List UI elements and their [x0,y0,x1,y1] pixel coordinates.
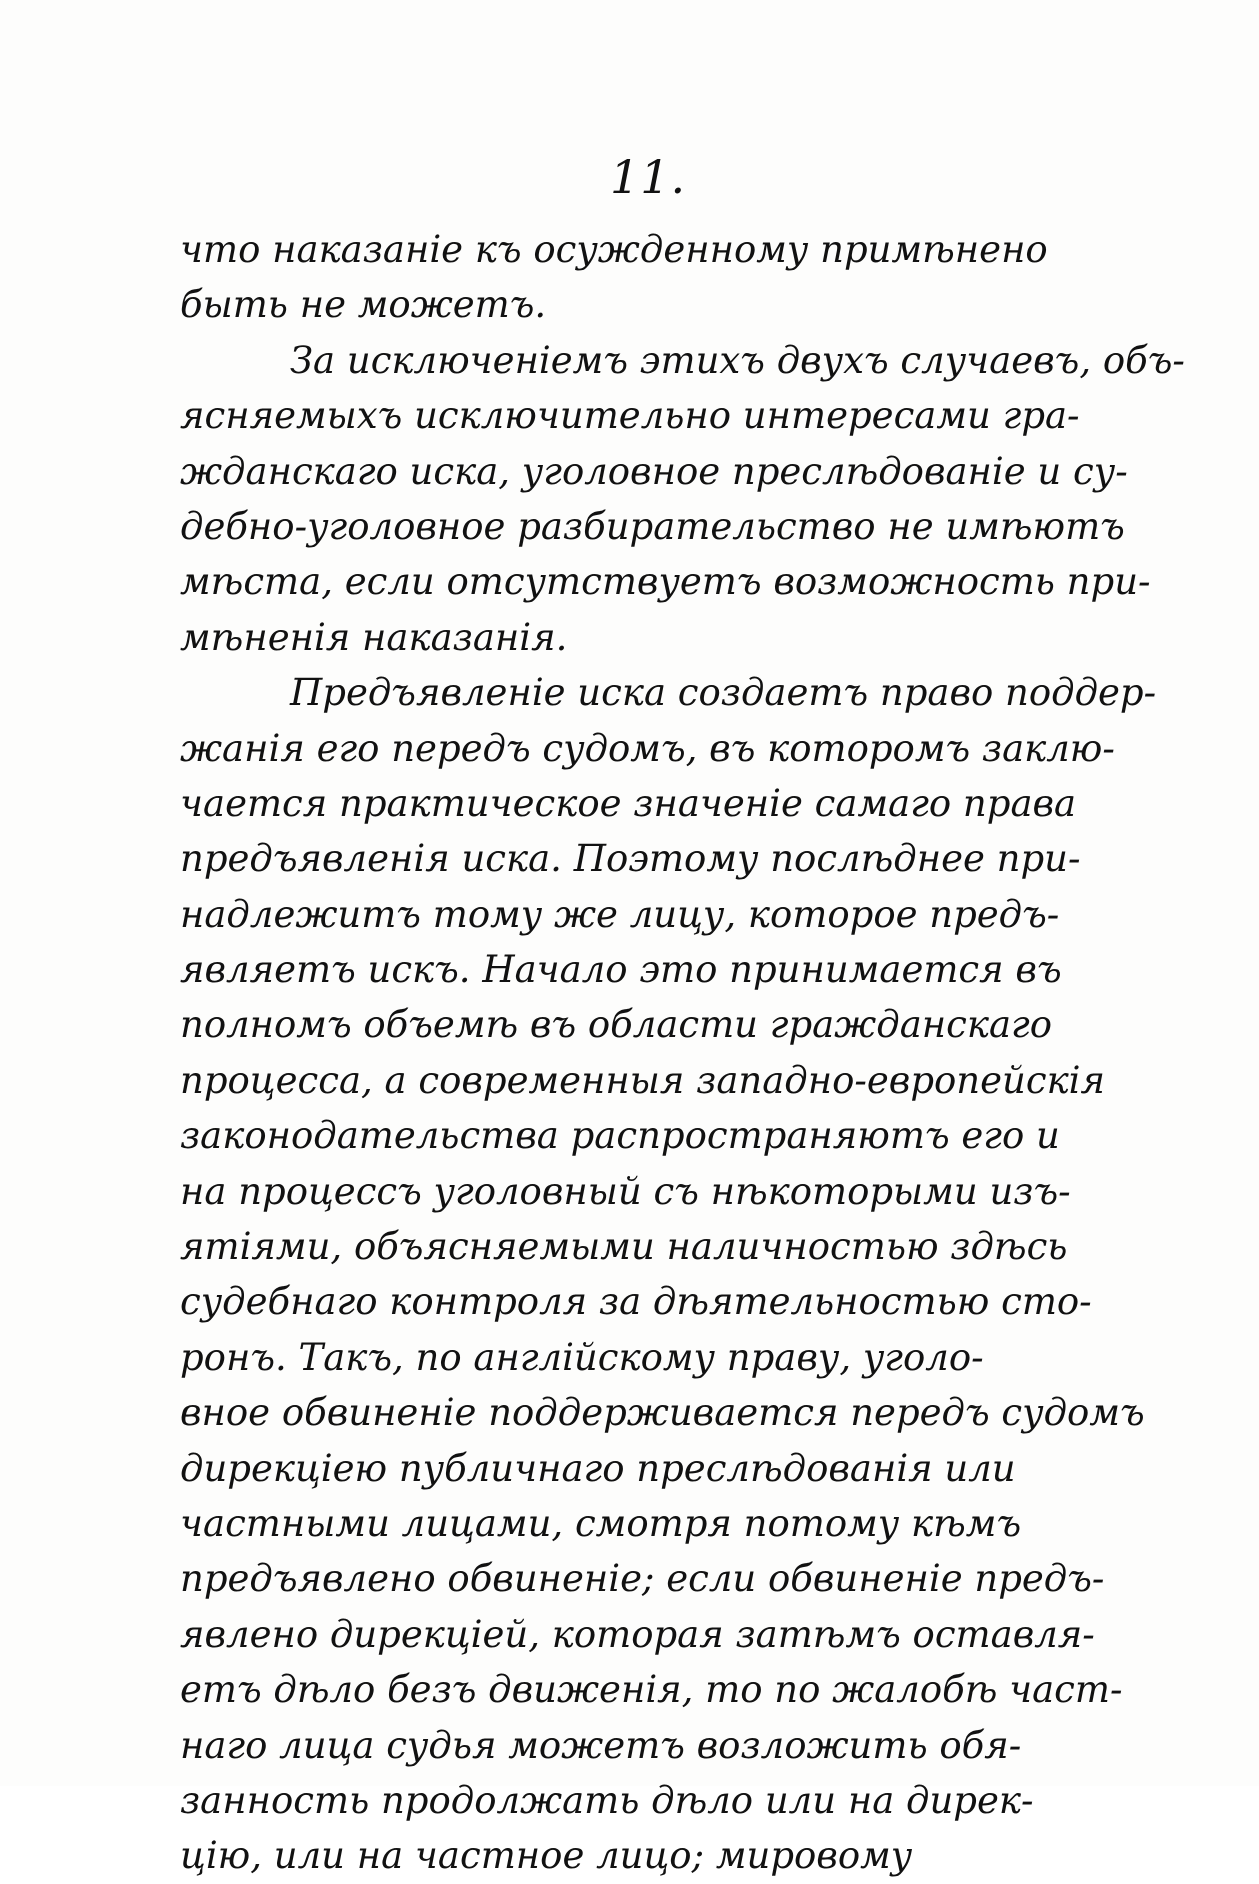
text-line: мѣста, если отсутствуетъ возможность при- [180,560,1151,604]
text-line: ясняемыхъ исключительно интересами гра- [180,394,1080,438]
text-line: мѣненія наказанія. [180,615,568,659]
text-line: жанія его передъ судомъ, въ которомъ заклю- [180,726,1115,770]
text-line: За исключеніемъ этихъ двухъ случаевъ, объ- [290,338,1185,382]
text-line: вное обвиненіе поддерживается передъ судомъ [180,1391,1145,1435]
text-line: быть не можетъ. [180,283,547,327]
text-line: надлежитъ тому же лицу, которое предъ- [180,892,1060,936]
text-line: етъ дѣло безъ движенія, то по жалобѣ част- [180,1668,1123,1712]
text-line: цію, или на частное лицо; мировому [180,1834,913,1878]
text-line: дебно-уголовное разбирательство не имѣютъ [180,504,1125,548]
text-line: на процессъ уголовный съ нѣкоторыми изъ- [180,1169,1071,1213]
text-line: ронъ. Такъ, по англійскому праву, уголо- [180,1335,984,1379]
text-line: полномъ объемѣ въ области гражданскаго [180,1003,1052,1047]
text-line: законодательства распространяютъ его и [180,1114,1060,1158]
text-line: жданскаго иска, уголовное преслѣдованіе и су- [180,449,1128,493]
page-number: 11. [610,150,687,204]
text-line: процесса, а современныя западно-европейскія [180,1058,1105,1102]
text-line: наго лица судья можетъ возложить обя- [180,1723,1022,1767]
text-line: явлено дирекціей, которая затѣмъ оставля- [180,1612,1095,1656]
text-line: занность продолжать дѣло или на дирек- [180,1778,1034,1822]
text-line: что наказаніе къ осужденному примѣнено [180,228,1048,271]
text-line: судебнаго контроля за дѣятельностью сто- [180,1280,1092,1324]
text-line: дирекціею публичнаго преслѣдованія или [180,1446,1016,1490]
text-line: являетъ искъ. Начало это принимается въ [180,948,1062,992]
text-line: предъявлено обвиненіе; если обвиненіе предъ- [180,1557,1105,1601]
text-line: чается практическое значеніе самаго права [180,781,1077,825]
text-line: Предъявленіе иска создаетъ право поддер- [290,671,1157,715]
text-line: предъявленія иска. Поэтому послѣднее при- [180,837,1081,881]
handwritten-text-block [180,222,1185,1884]
text-line: ятіями, объясняемыми наличностью здѣсь [180,1225,1068,1269]
text-line: частными лицами, смотря потому кѣмъ [180,1501,1022,1545]
